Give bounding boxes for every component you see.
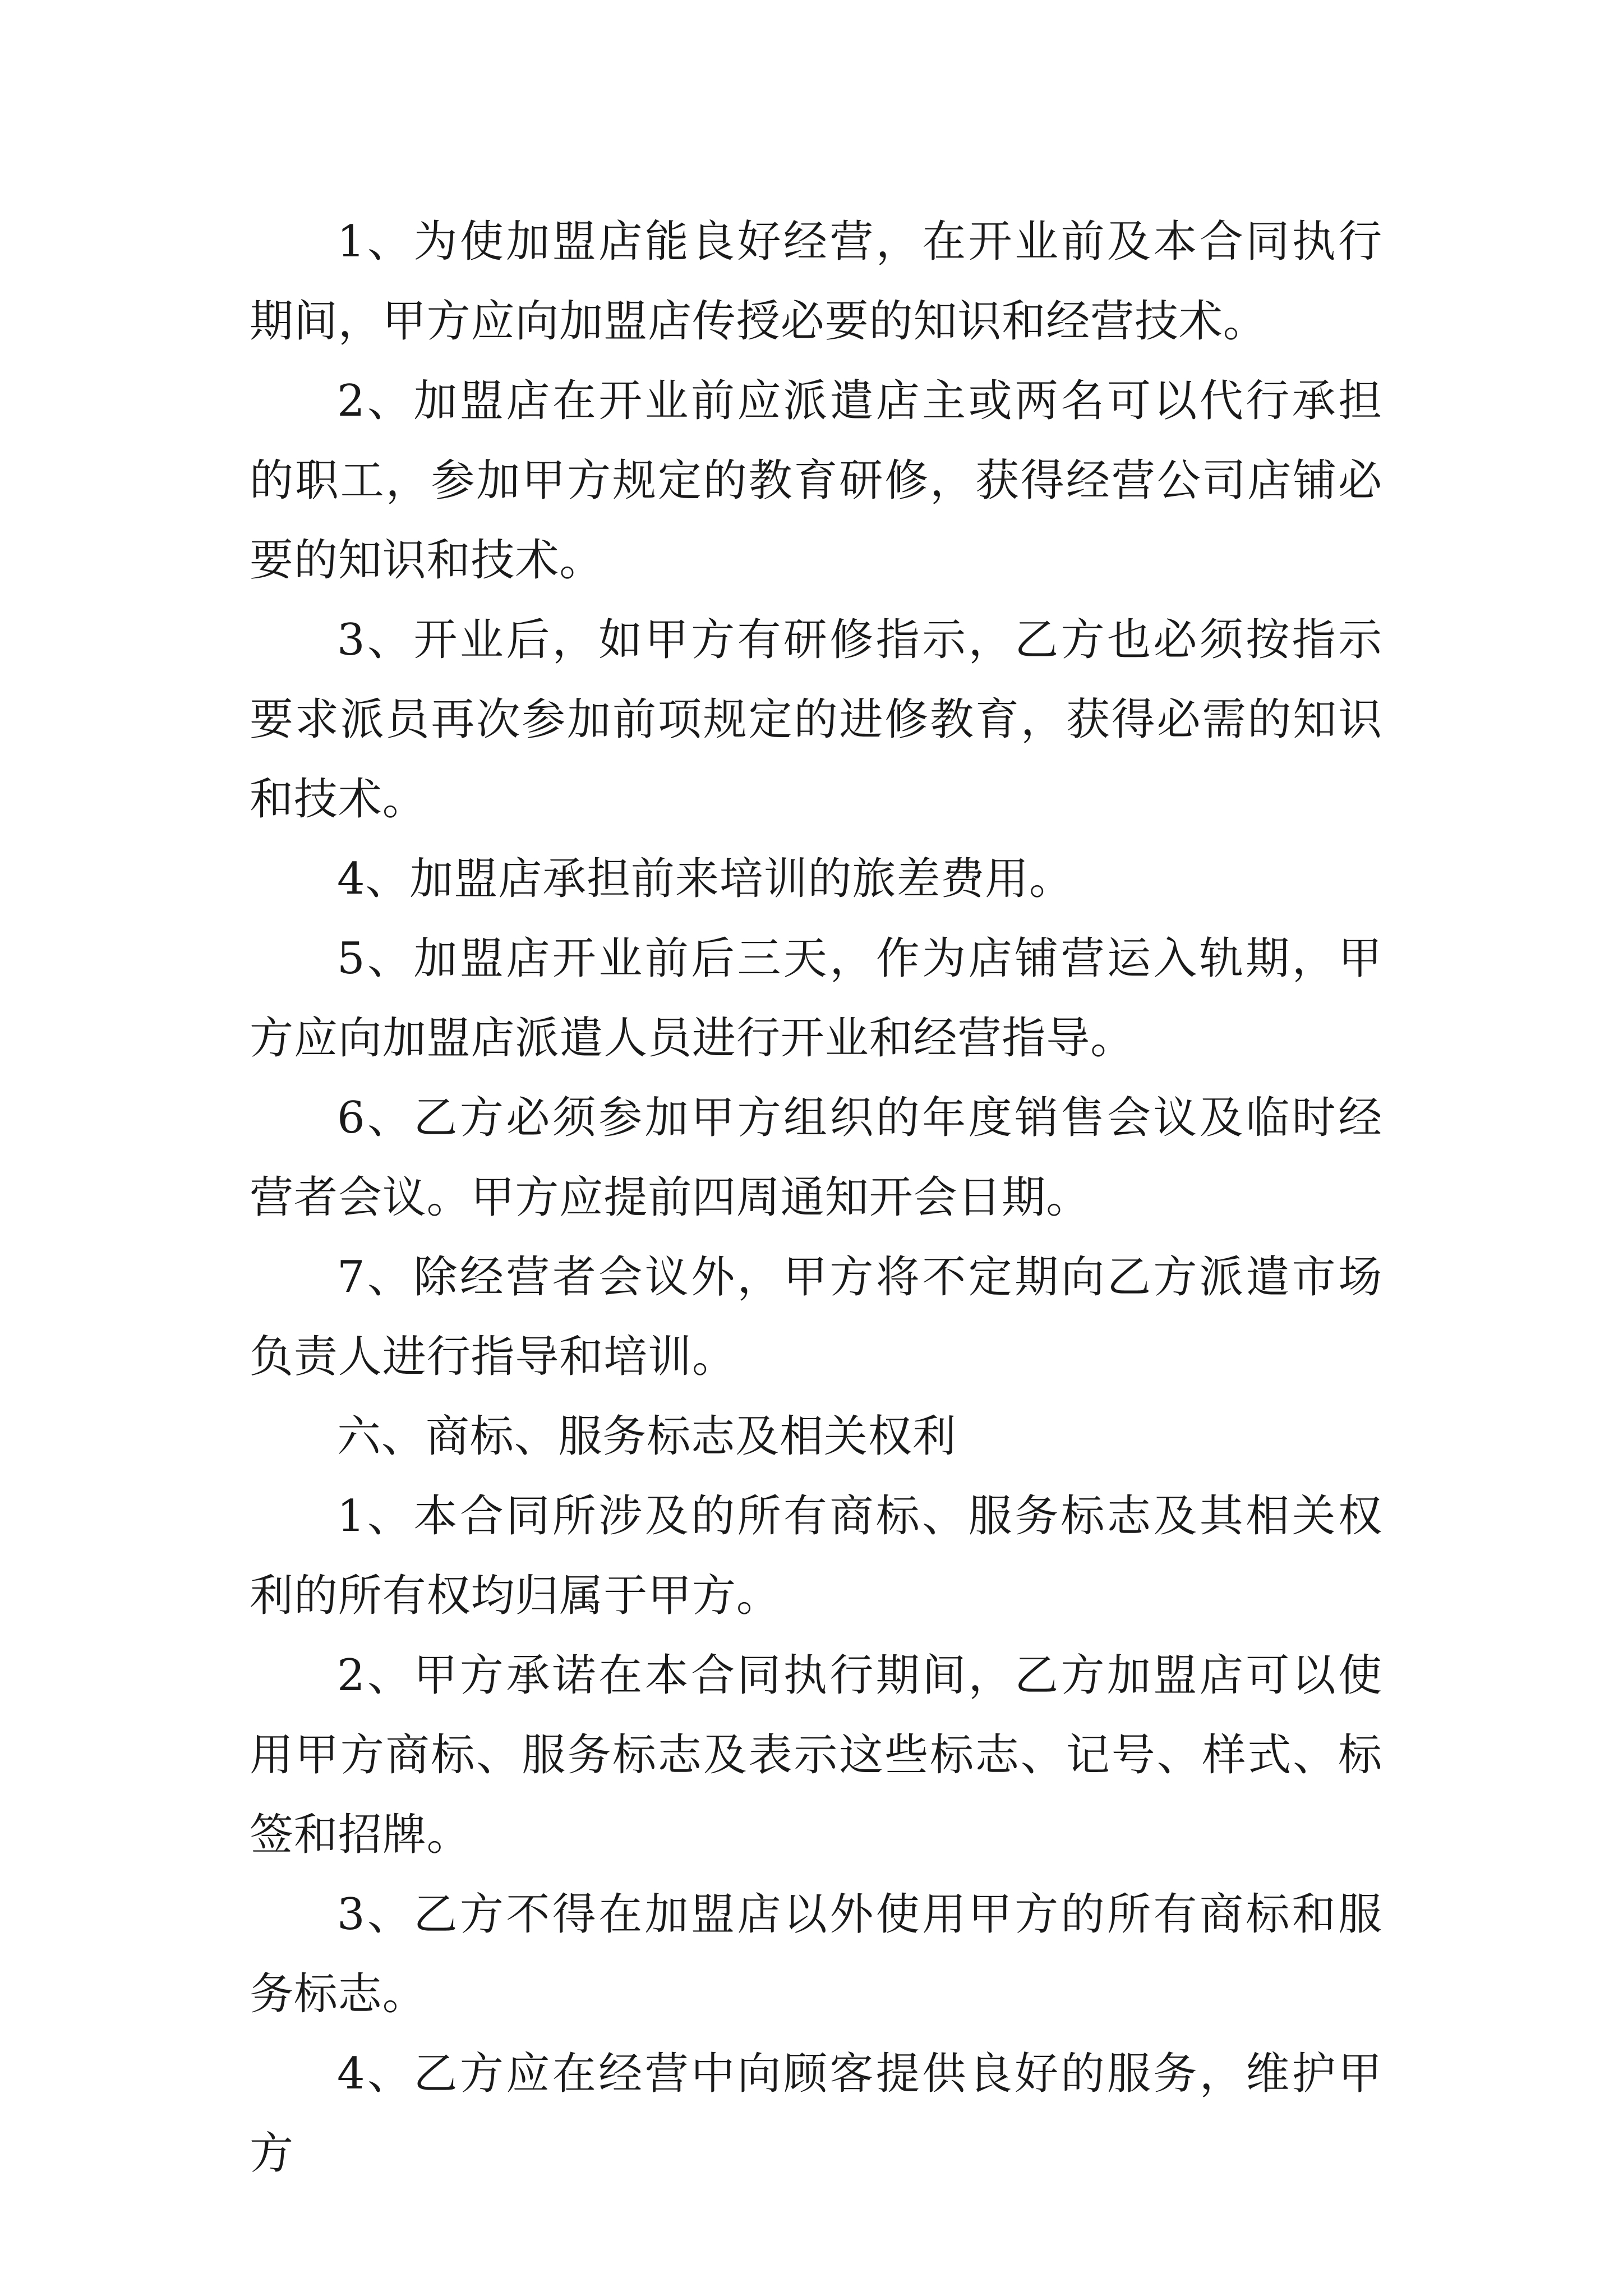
paragraph-training-1: 1、为使加盟店能良好经营，在开业前及本合同执行期间，甲方应向加盟店传授必要的知识和经营技术。	[250, 217, 1382, 347]
paragraph-training-3: 3、开业后，如甲方有研修指示，乙方也必须按指示要求派员再次参加前项规定的进修教育，获得必需的知识和技术。	[250, 615, 1382, 825]
paragraph-training-6: 6、乙方必须参加甲方组织的年度销售会议及临时经营者会议。甲方应提前四周通知开会日期。	[250, 1093, 1382, 1223]
paragraph-training-5: 5、加盟店开业前后三天，作为店铺营运入轨期，甲方应向加盟店派遣人员进行开业和经营指导。	[250, 933, 1382, 1064]
paragraph-training-7: 7、除经营者会议外，甲方将不定期向乙方派遣市场负责人进行指导和培训。	[250, 1252, 1382, 1382]
section-heading-trademark: 六、商标、服务标志及相关权利	[337, 1411, 957, 1462]
paragraph-trademark-4: 4、乙方应在经营中向顾客提供良好的服务，维护甲方	[250, 2049, 1382, 2179]
paragraph-training-4: 4、加盟店承担前来培训的旅差费用。	[337, 854, 1073, 904]
paragraph-trademark-3: 3、乙方不得在加盟店以外使用甲方的所有商标和服务标志。	[250, 1889, 1382, 2019]
document-body	[250, 202, 1382, 2193]
paragraph-trademark-1: 1、本合同所涉及的所有商标、服务标志及其相关权利的所有权均归属于甲方。	[250, 1491, 1382, 1621]
paragraph-trademark-2: 2、甲方承诺在本合同执行期间，乙方加盟店可以使用甲方商标、服务标志及表示这些标志、记号、样式、标签和招牌。	[250, 1650, 1382, 1860]
paragraph-training-2: 2、加盟店在开业前应派遣店主或两名可以代行承担的职工，参加甲方规定的教育研修，获得经营公司店铺必要的知识和技术。	[250, 376, 1382, 586]
